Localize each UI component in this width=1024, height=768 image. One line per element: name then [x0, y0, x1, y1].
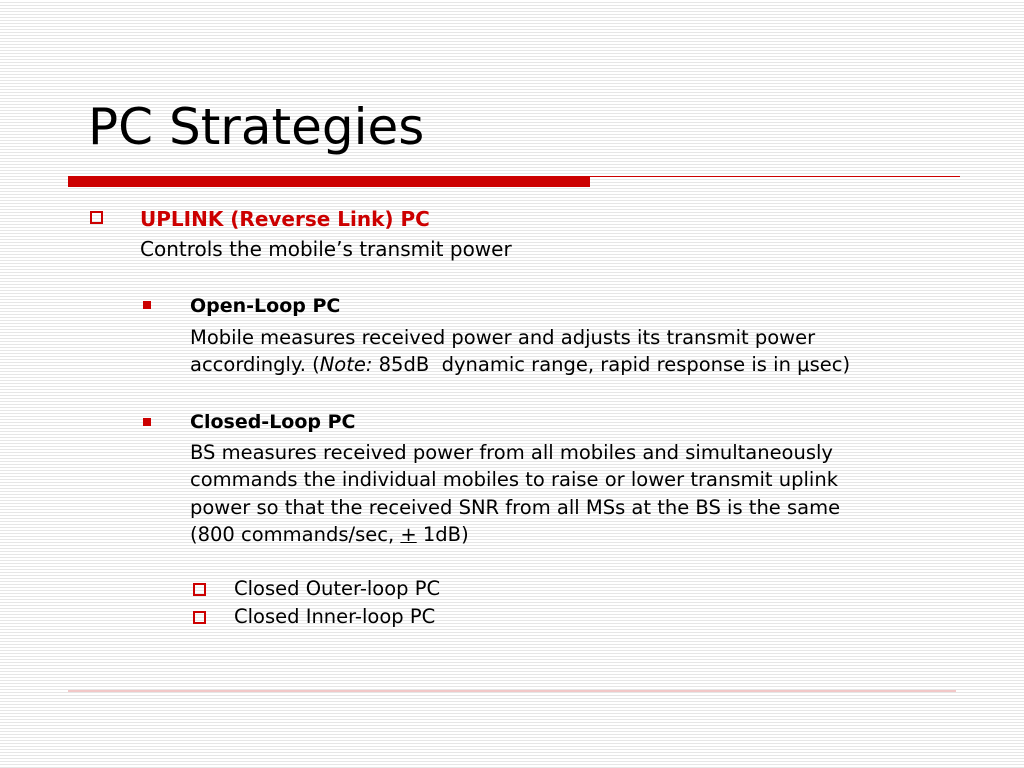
micro-symbol: μ [797, 353, 810, 376]
solid-square-bullet-icon [143, 418, 151, 426]
closed-loop-line-4 [190, 521, 469, 549]
sub-item-inner-loop: Closed Inner-loop PC [234, 605, 436, 628]
slide-title: PC Strategies [88, 98, 425, 156]
hollow-square-bullet-icon [90, 211, 103, 224]
title-underline-thin [590, 176, 960, 177]
open-loop-line-2-rest: 85dB dynamic range, rapid response is in [372, 353, 798, 376]
open-loop-note-label: Note: [319, 353, 373, 376]
uplink-heading-text: UPLINK (Reverse Link) PC [140, 207, 430, 231]
closed-loop-heading [190, 408, 356, 436]
open-loop-heading [190, 292, 340, 320]
footer-divider [68, 690, 956, 692]
plus-minus-symbol: + [400, 523, 417, 546]
closed-loop-line-4-suffix: 1dB) [416, 523, 469, 546]
hollow-square-bullet-icon [193, 583, 206, 596]
sub-item-outer-loop: Closed Outer-loop PC [234, 577, 441, 600]
closed-loop-line-2: commands the individual mobiles to raise or lower transmit uplink [190, 468, 838, 491]
title-underline-thick [68, 176, 590, 187]
uplink-subtext: Controls the mobile’s transmit power [140, 237, 512, 261]
open-loop-line-2-prefix: accordingly. ( [190, 353, 320, 376]
closed-loop-line-1: BS measures received power from all mobiles and simultaneously [190, 441, 833, 464]
closed-loop-heading-text: Closed-Loop PC [190, 411, 356, 433]
open-loop-heading-text: Open-Loop PC [190, 295, 341, 317]
solid-square-bullet-icon [143, 301, 151, 309]
hollow-square-bullet-icon [193, 611, 206, 624]
uplink-heading [140, 205, 430, 233]
open-loop-line-2-end: sec) [809, 353, 851, 376]
open-loop-line-1: Mobile measures received power and adjusts its transmit power [190, 326, 816, 349]
closed-loop-line-4-prefix: (800 commands/sec, [190, 523, 401, 546]
open-loop-line-2 [190, 351, 850, 379]
closed-loop-line-3: power so that the received SNR from all MSs at the BS is the same [190, 496, 841, 519]
